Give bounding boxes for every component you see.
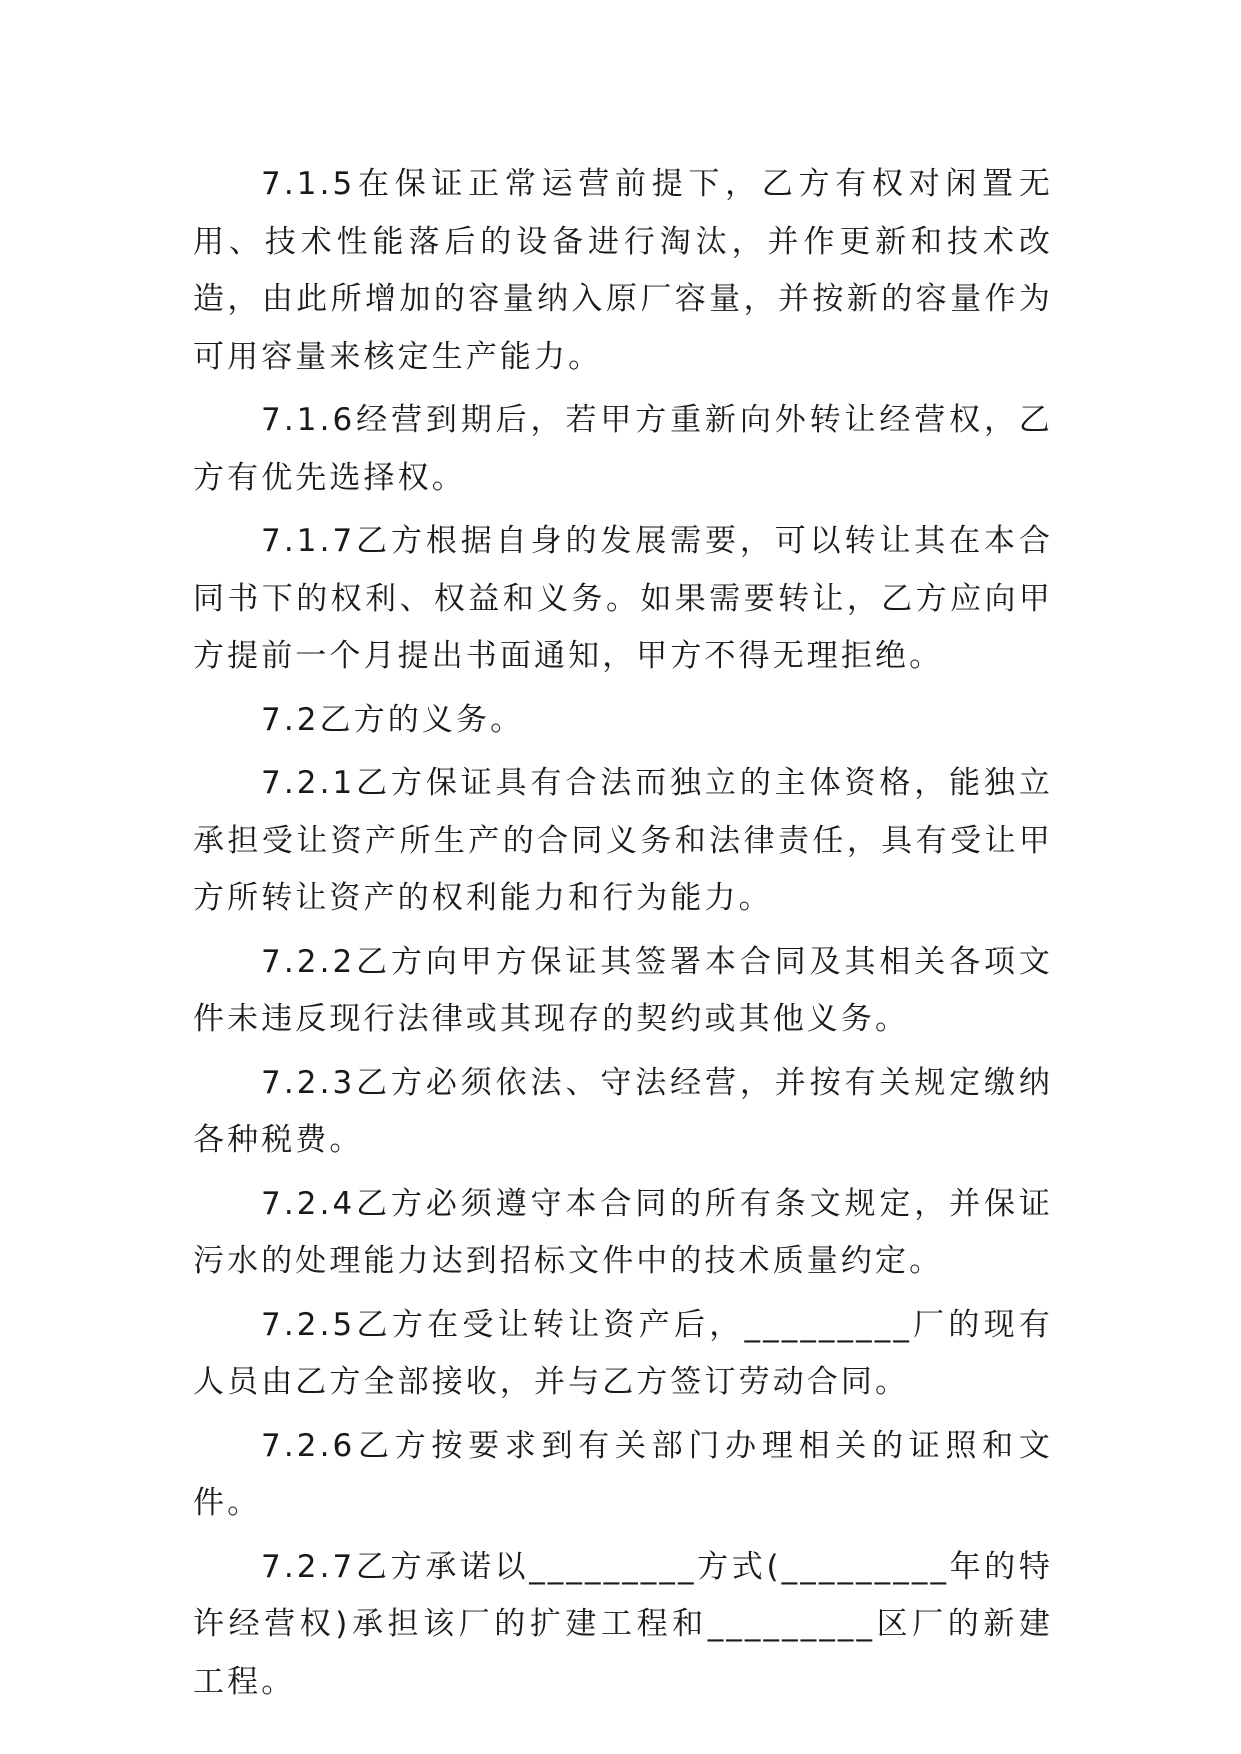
clause-7-2-5: 7.2.5乙方在受让转让资产后，_________厂的现有人员由乙方全部接收，并与乙方签订劳动合同。 xyxy=(193,1306,1053,1400)
clause-7-2-7: 7.2.7乙方承诺以_________方式(_________年的特许经营权)承担该厂的扩建工程和_________区厂的新建工程。 xyxy=(193,1548,1053,1700)
clause-7-1-7: 7.1.7乙方根据自身的发展需要，可以转让其在本合同书下的权利、权益和义务。如果需要转让，乙方应向甲方提前一个月提出书面通知，甲方不得无理拒绝。 xyxy=(193,523,1053,674)
section-7-2-heading: 7.2乙方的义务。 xyxy=(261,701,525,738)
clause-7-2-1: 7.2.1乙方保证具有合法而独立的主体资格，能独立承担受让资产所生产的合同义务和法律责任，具有受让甲方所转让资产的权利能力和行为能力。 xyxy=(193,765,1053,916)
clause-7-2-4: 7.2.4乙方必须遵守本合同的所有条文规定，并保证污水的处理能力达到招标文件中的技术质量约定。 xyxy=(193,1185,1053,1279)
clause-7-2-3: 7.2.3乙方必须依法、守法经营，并按有关规定缴纳各种税费。 xyxy=(193,1064,1053,1158)
clause-7-1-5: 7.1.5在保证正常运营前提下，乙方有权对闲置无用、技术性能落后的设备进行淘汰，并作更新和技术改造，由此所增加的容量纳入原厂容量，并按新的容量作为可用容量来核定生产能力。 xyxy=(193,166,1053,375)
document-body xyxy=(193,156,1053,1717)
clause-7-2-6: 7.2.6乙方按要求到有关部门办理相关的证照和文件。 xyxy=(193,1427,1053,1521)
clause-7-1-6: 7.1.6经营到期后，若甲方重新向外转让经营权，乙方有优先选择权。 xyxy=(193,402,1053,496)
clause-7-2-2: 7.2.2乙方向甲方保证其签署本合同及其相关各项文件未违反现行法律或其现存的契约或其他义务。 xyxy=(193,943,1053,1037)
